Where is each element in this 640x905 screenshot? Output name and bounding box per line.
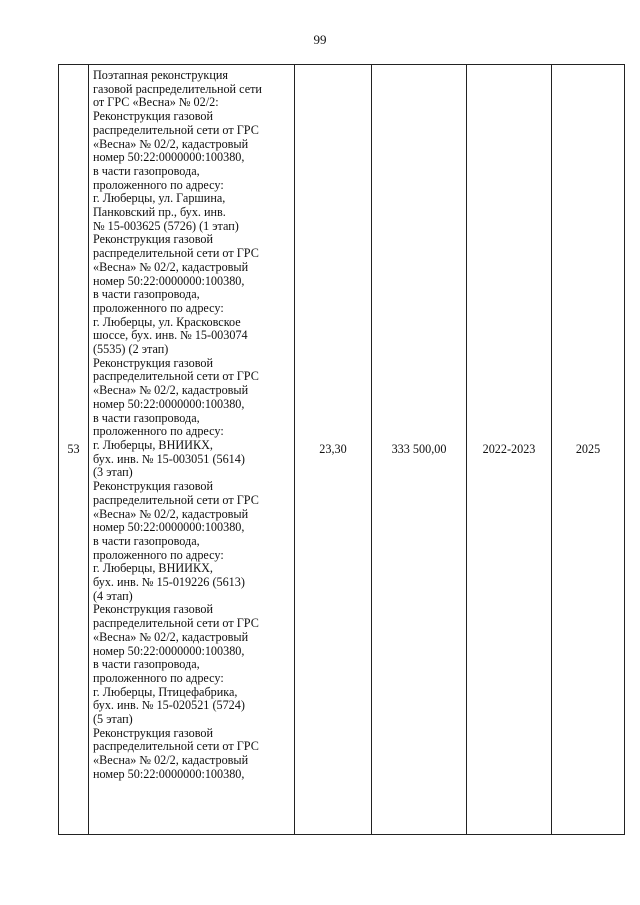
description-line: «Весна» № 02/2, кадастровый bbox=[93, 753, 249, 768]
description-line: номер 50:22:0000000:100380, bbox=[93, 643, 245, 658]
description-line: (4 этап) bbox=[93, 588, 133, 603]
description-line: в части газопровода, bbox=[93, 163, 200, 178]
description-line: (5 этап) bbox=[93, 712, 133, 727]
length-cell: 23,30 bbox=[295, 65, 372, 835]
description-line: бух. инв. № 15-020521 (5724) bbox=[93, 698, 245, 713]
description-line: «Весна» № 02/2, кадастровый bbox=[93, 383, 249, 398]
description-line: г. Люберцы, ВНИИКХ, bbox=[93, 437, 213, 452]
completion-year-cell: 2025 bbox=[552, 65, 625, 835]
description-line: Реконструкция газовой bbox=[93, 355, 214, 370]
description-line: номер 50:22:0000000:100380, bbox=[93, 396, 245, 411]
description-line: номер 50:22:0000000:100380, bbox=[93, 150, 245, 165]
description-line: г. Люберцы, ул. Красковское bbox=[93, 314, 241, 329]
objects-table bbox=[58, 64, 625, 835]
implementation-years-cell: 2022-2023 bbox=[467, 65, 552, 835]
description-line: в части газопровода, bbox=[93, 410, 200, 425]
description-line: (5535) (2 этап) bbox=[93, 342, 169, 357]
description-line: распределительной сети от ГРС bbox=[93, 616, 259, 631]
description-line: № 15-003625 (5726) (1 этап) bbox=[93, 218, 239, 233]
description-line: «Весна» № 02/2, кадастровый bbox=[93, 136, 249, 151]
description-line: проложенного по адресу: bbox=[93, 300, 224, 315]
description-line: г. Люберцы, ул. Гаршина, bbox=[93, 191, 226, 206]
cost-cell: 333 500,00 bbox=[372, 65, 467, 835]
description-line: номер 50:22:0000000:100380, bbox=[93, 766, 245, 781]
description-line: проложенного по адресу: bbox=[93, 177, 224, 192]
description-line: в части газопровода, bbox=[93, 533, 200, 548]
description-line: распределительной сети от ГРС bbox=[93, 369, 259, 384]
description-line: от ГРС «Весна» № 02/2: bbox=[93, 95, 219, 110]
description-line: бух. инв. № 15-019226 (5613) bbox=[93, 575, 245, 590]
description-line: Реконструкция газовой bbox=[93, 232, 214, 247]
description-line: г. Люберцы, Птицефабрика, bbox=[93, 684, 238, 699]
description-line: газовой распределительной сети bbox=[93, 81, 262, 96]
description-line: проложенного по адресу: bbox=[93, 547, 224, 562]
description-line: распределительной сети от ГРС bbox=[93, 492, 259, 507]
description-line: «Весна» № 02/2, кадастровый bbox=[93, 629, 249, 644]
description-line: Реконструкция газовой bbox=[93, 479, 214, 494]
description-line: (3 этап) bbox=[93, 465, 133, 480]
description-line: бух. инв. № 15-003051 (5614) bbox=[93, 451, 245, 466]
description-line: «Весна» № 02/2, кадастровый bbox=[93, 259, 249, 274]
description-line: распределительной сети от ГРС bbox=[93, 739, 259, 754]
row-number-cell: 53 bbox=[59, 65, 89, 835]
description-line: проложенного по адресу: bbox=[93, 424, 224, 439]
description-line: Реконструкция газовой bbox=[93, 109, 214, 124]
description-line: «Весна» № 02/2, кадастровый bbox=[93, 506, 249, 521]
page-number: 99 bbox=[313, 32, 327, 47]
description-line: номер 50:22:0000000:100380, bbox=[93, 520, 245, 535]
description-line: Реконструкция газовой bbox=[93, 602, 214, 617]
description-line: проложенного по адресу: bbox=[93, 670, 224, 685]
description-line: распределительной сети от ГРС bbox=[93, 122, 259, 137]
description-line: в части газопровода, bbox=[93, 657, 200, 672]
description-line: Реконструкция газовой bbox=[93, 725, 214, 740]
description-line: Поэтапная реконструкция bbox=[93, 68, 229, 82]
description-line: номер 50:22:0000000:100380, bbox=[93, 273, 245, 288]
table-row bbox=[59, 65, 625, 835]
description-line: в части газопровода, bbox=[93, 287, 200, 302]
description-line: шоссе, бух. инв. № 15-003074 bbox=[93, 328, 248, 343]
description-line: распределительной сети от ГРС bbox=[93, 246, 259, 261]
description-line: Панковский пр., бух. инв. bbox=[93, 205, 226, 220]
description-cell bbox=[89, 65, 295, 835]
description-line: г. Люберцы, ВНИИКХ, bbox=[93, 561, 213, 576]
